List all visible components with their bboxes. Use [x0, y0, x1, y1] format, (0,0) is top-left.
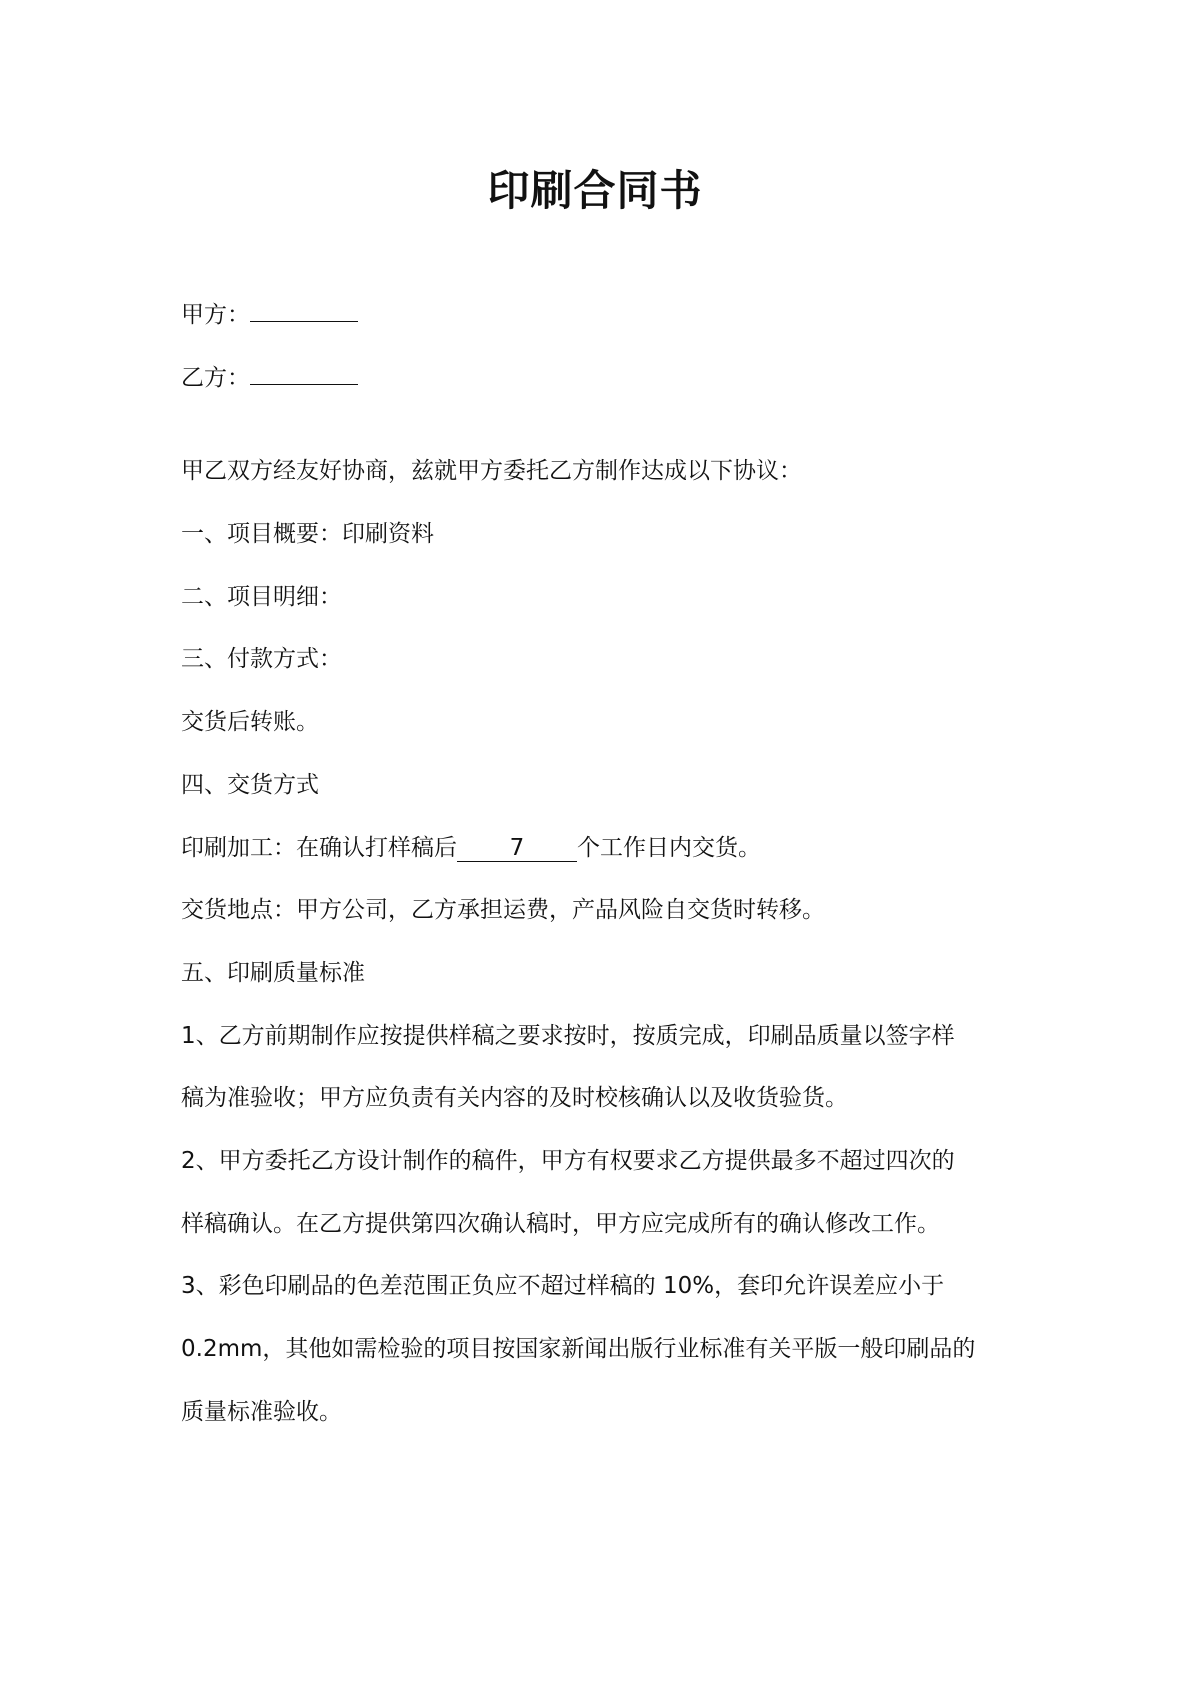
document-title: 印刷合同书	[487, 166, 703, 215]
item-3-line-3: 质量标准验收。	[181, 1399, 342, 1425]
section-5-heading: 五、印刷质量标准	[181, 960, 365, 986]
party-b-blank[interactable]	[250, 384, 358, 385]
party-b-label: 乙方：	[181, 365, 250, 391]
item-2-line-2: 样稿确认。在乙方提供第四次确认稿时，甲方应完成所有的确认修改工作。	[181, 1211, 940, 1237]
party-a-label: 甲方：	[181, 302, 250, 328]
section-4-heading: 四、交货方式	[181, 772, 319, 798]
item-2-line-1: 2、甲方委托乙方设计制作的稿件，甲方有权要求乙方提供最多不超过四次的	[181, 1148, 955, 1174]
payment-text: 交货后转账。	[181, 709, 319, 735]
section-1-heading: 一、项目概要：印刷资料	[181, 521, 434, 547]
section-2-heading: 二、项目明细：	[181, 584, 342, 610]
item-3-line-2: 0.2mm，其他如需检验的项目按国家新闻出版行业标准有关平版一般印刷品的	[181, 1336, 976, 1362]
processing-line	[181, 831, 761, 865]
party-b-line	[181, 361, 358, 395]
section-3-heading: 三、付款方式：	[181, 646, 342, 672]
processing-days-blank[interactable]	[457, 835, 577, 862]
processing-prefix: 印刷加工：在确认打样稿后	[181, 835, 457, 861]
intro-paragraph: 甲乙双方经友好协商，兹就甲方委托乙方制作达成以下协议：	[181, 458, 802, 484]
item-1-line-2: 稿为准验收；甲方应负责有关内容的及时校核确认以及收货验货。	[181, 1085, 848, 1111]
item-3-line-1: 3、彩色印刷品的色差范围正负应不超过样稿的 10%，套印允许误差应小于	[181, 1273, 945, 1299]
item-1-line-1: 1、乙方前期制作应按提供样稿之要求按时，按质完成，印刷品质量以签字样	[181, 1023, 955, 1049]
processing-suffix: 个工作日内交货。	[577, 835, 761, 861]
delivery-place-text: 交货地点：甲方公司，乙方承担运费，产品风险自交货时转移。	[181, 897, 825, 923]
processing-days-value: 7	[509, 835, 525, 861]
party-a-blank[interactable]	[250, 321, 358, 322]
party-a-line	[181, 298, 358, 332]
